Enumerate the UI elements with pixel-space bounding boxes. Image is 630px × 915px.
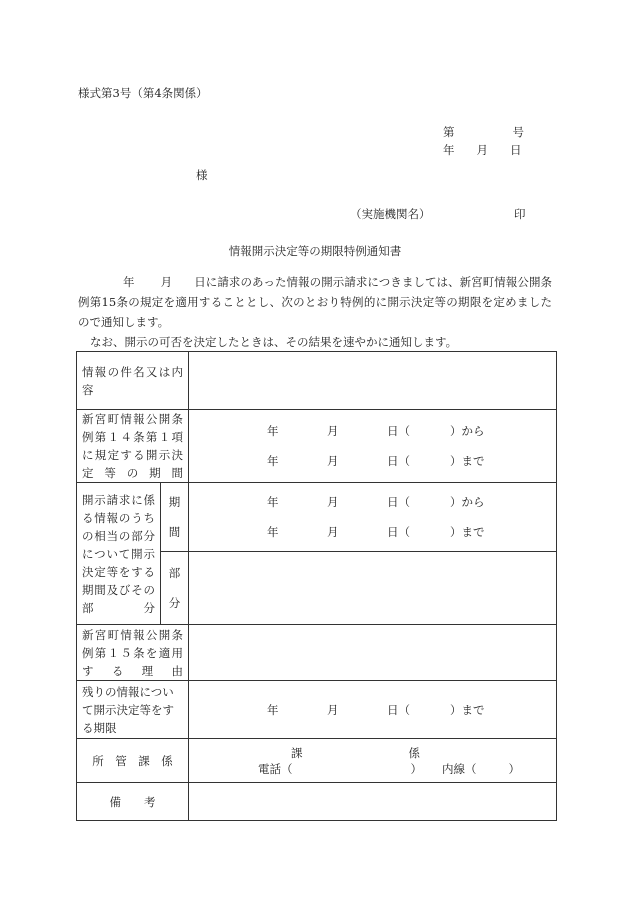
form-number: 様式第3号（第4条関係） xyxy=(78,86,208,100)
label-department: 所 管 課 係 xyxy=(77,739,189,783)
notice-body xyxy=(78,272,552,352)
label-part-vertical: 部 分 xyxy=(161,552,189,625)
label-subject: 情報の件名又は内容 xyxy=(77,352,189,410)
department-kakari: 係 xyxy=(408,745,420,760)
standard-period-from: 年 月 日（ ）から xyxy=(267,424,485,438)
label-standard-period: 新宮町情報公開条例第１４条第１項に規定する開示決定等の期間 xyxy=(77,410,189,483)
field-partial-part[interactable] xyxy=(189,552,557,625)
remaining-deadline-until: 年 月 日（ ）まで xyxy=(267,702,485,717)
label-partial-decision: 開示請求に係る情報のうちの相当の部分について開示決定等をする期間及びその部分 xyxy=(77,483,161,625)
standard-period-until: 年 月 日（ ）まで xyxy=(267,454,485,468)
field-department[interactable] xyxy=(189,739,557,783)
field-standard-period[interactable] xyxy=(189,410,557,483)
row-department xyxy=(77,739,557,783)
label-period-vertical: 期 間 xyxy=(161,483,189,552)
department-ka: 課 xyxy=(291,745,303,760)
body-month: 月 xyxy=(160,275,173,289)
row-partial-period xyxy=(77,483,557,552)
partial-period-until: 年 月 日（ ）まで xyxy=(267,525,485,539)
number-dai: 第 xyxy=(443,125,455,139)
notice-form-table xyxy=(76,351,557,821)
number-go: 号 xyxy=(512,125,524,139)
field-remaining-deadline[interactable] xyxy=(189,681,557,739)
department-section-line xyxy=(189,745,556,761)
row-remarks xyxy=(77,783,557,821)
field-reason[interactable] xyxy=(189,625,557,681)
phone-label: 電話（ xyxy=(258,761,293,776)
row-subject xyxy=(77,352,557,410)
label-reason: 新宮町情報公開条例第１５条を適用する理由 xyxy=(77,625,189,681)
row-reason xyxy=(77,625,557,681)
label-remaining-deadline: 残りの情報について開示決定等をする期限 xyxy=(77,681,189,739)
field-partial-period[interactable] xyxy=(189,483,557,552)
row-standard-period xyxy=(77,410,557,483)
issue-month: 月 xyxy=(476,143,488,157)
issue-year: 年 xyxy=(443,143,455,157)
body-text-main: 日に請求のあった情報の開示請求につきましては、新宮町情報公開条例第15条の規定を適用することとし、次のとおり特例的に開示決定等の期限を定めましたので通知します。 xyxy=(78,275,553,329)
body-paragraph-2: なお、開示の可否を決定したときは、その結果を速やかに通知します。 xyxy=(90,335,458,349)
body-year: 年 xyxy=(123,275,135,289)
issue-day: 日 xyxy=(510,143,522,157)
label-remarks: 備 考 xyxy=(77,783,189,821)
body-paragraph-1 xyxy=(78,272,552,332)
agency-name-label: （実施機関名） xyxy=(350,207,431,221)
department-phone-line: 電話（ ） 内線（ ） xyxy=(258,761,520,776)
extension-label: 内線（ xyxy=(442,761,477,776)
field-subject[interactable] xyxy=(189,352,557,410)
field-remarks[interactable] xyxy=(189,783,557,821)
addressee-suffix: 様 xyxy=(196,168,208,182)
issue-date-line xyxy=(443,142,522,158)
partial-period-from: 年 月 日（ ）から xyxy=(267,495,485,509)
row-remaining-deadline xyxy=(77,681,557,739)
document-number-line xyxy=(443,124,524,140)
document-title: 情報開示決定等の期限特例通知書 xyxy=(228,244,402,258)
seal-mark: 印 xyxy=(514,207,526,221)
